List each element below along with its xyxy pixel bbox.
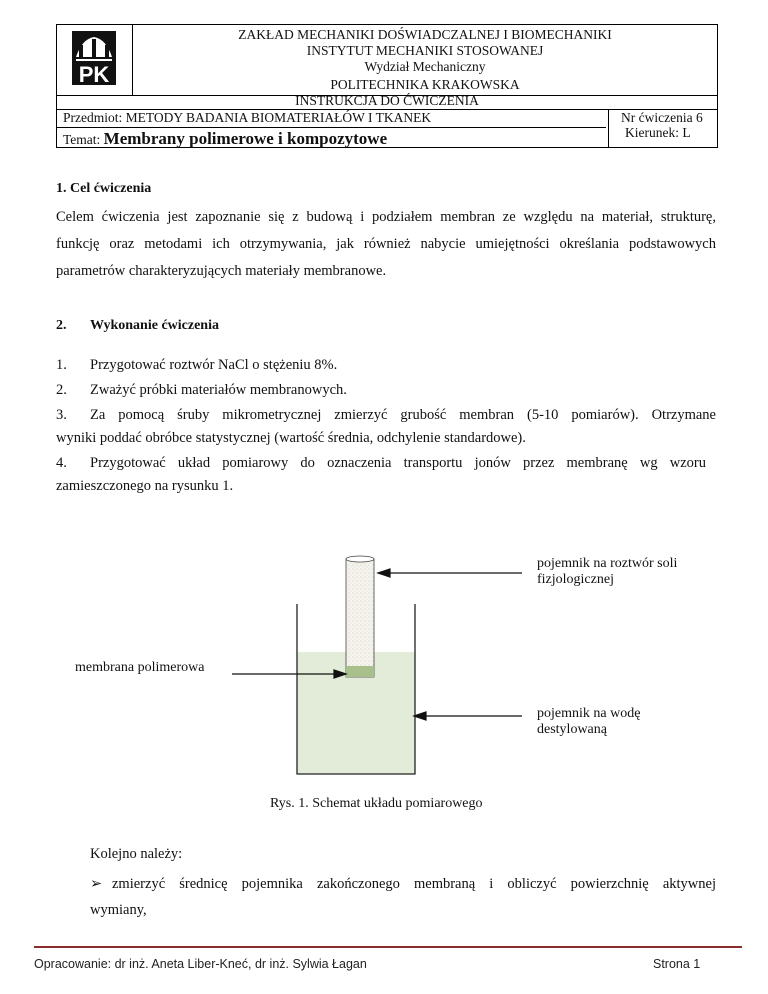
list-item-number: 4. [56,455,67,471]
label-tube-line2: fizjologicznej [537,572,614,587]
logo-text: PK [78,62,110,87]
list-item-continuation: zamieszczonego na rysunku 1. [56,478,234,494]
label-water-line2: destylowaną [537,722,607,737]
direction-label: Kierunek: L [625,125,691,140]
header-line-instruction: INSTRUKCJA DO ĆWICZENIA [295,93,479,108]
list-item-text: Przygotować roztwór NaCl o stężeniu 8%. [90,357,338,373]
label-membrane: membrana polimerowa [75,660,205,675]
label-tube-line1: pojemnik na roztwór soli [537,556,678,571]
figure-caption: Rys. 1. Schemat układu pomiarowego [270,796,483,811]
bullet-text-continuation: wymiany, [90,902,147,918]
topic-line [63,129,387,149]
section1-line: funkcję oraz metodami ich otrzymywania, jak również nabycie umiejętności określania podstawowych [56,236,716,252]
list-item-text: Przygotować układ pomiarowy do oznaczenia transportu jonów przez membranę wg wzoru [90,455,706,471]
topic-prefix: Temat: [63,132,104,147]
list-item-text: Zważyć próbki materiałów membranowych. [90,382,347,398]
header-line-institute2: INSTYTUT MECHANIKI STOSOWANEJ [306,43,544,58]
header-line-faculty: Wydział Mechaniczny [364,59,486,74]
list-item-number: 1. [56,357,67,373]
list-item-number: 2. [56,382,67,398]
footer-page: Strona 1 [653,957,701,971]
section1-heading: 1. Cel ćwiczenia [56,181,152,196]
topic-title: Membrany polimerowe i kompozytowe [103,129,388,148]
exercise-number: Nr ćwiczenia 6 [621,110,703,125]
university-logo [57,25,133,95]
section2-number: 2. [56,318,67,333]
bullet-text: zmierzyć średnicę pojemnika zakończonego membraną i obliczyć powierzchnię aktywnej [112,876,716,892]
section1-line: Celem ćwiczenia jest zapoznanie się z budową i podziałem membran ze względu na materiał, strukturę, [56,209,716,225]
header-line-university: POLITECHNIKA KRAKOWSKA [330,77,520,92]
list-item-text: Za pomocą śruby mikrometrycznej zmierzyć grubość membran (5-10 pomiarów). Otrzymane [90,407,716,423]
membrane [346,666,374,677]
next-intro: Kolejno należy: [90,846,183,862]
pk-logo-icon [57,25,131,93]
label-water-line1: pojemnik na wodę [537,706,641,721]
salt-solution-tube [346,556,374,677]
list-item-continuation: wyniki poddać obróbce statystycznej (wartość średnia, odchylenie standardowe). [56,430,526,446]
header-title-block [133,27,717,75]
subject-label: Przedmiot: METODY BADANIA BIOMATERIAŁÓW I TKANEK [63,110,432,125]
footer-author: Opracowanie: dr inż. Aneta Liber-Kneć, dr inż. Sylwia Łagan [34,957,367,971]
header-table [56,24,718,148]
section1-body [56,204,716,285]
list-item-number: 3. [56,407,67,423]
bullet-arrow-icon: ➢ [90,876,103,892]
section2-heading: Wykonanie ćwiczenia [90,318,219,333]
header-line-institute: ZAKŁAD MECHANIKI DOŚWIADCZALNEJ I BIOMECHANIKI [238,27,612,42]
section1-line: parametrów charakteryzujących materiały membranowe. [56,263,387,279]
footer-rule [34,946,742,948]
